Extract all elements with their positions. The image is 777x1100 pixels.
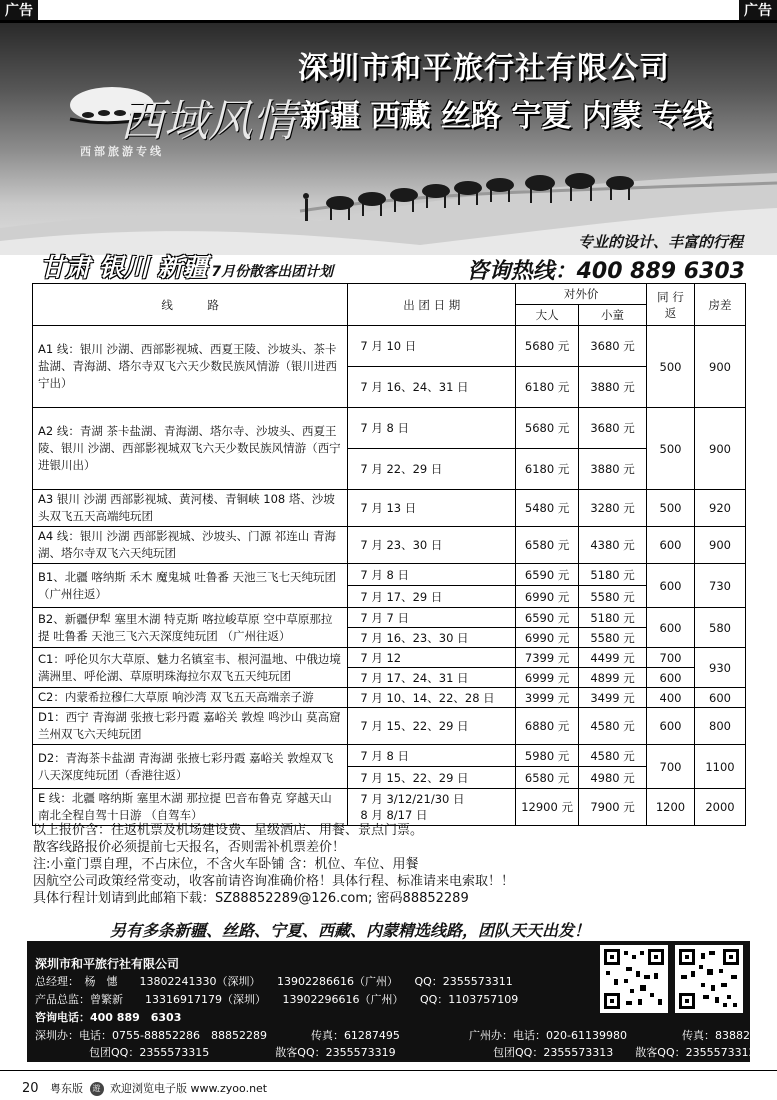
date-cell: 7 月 7 日	[348, 608, 516, 628]
room-diff-cell: 900	[694, 326, 745, 408]
bottom-rule	[0, 1070, 777, 1071]
footer-company: 深圳市和平旅行社有限公司	[35, 957, 180, 971]
plan-title-sub: 7月份散客出团计划	[211, 264, 334, 280]
route-cell: E 线：北疆 喀纳斯 塞里木湖 那拉提 巴音布鲁克 穿越天山南北全程自驾十日游 （自驾车）	[33, 789, 348, 826]
child-price-cell: 4499 元	[579, 648, 647, 668]
ad-tag-right: 广告	[739, 0, 777, 22]
col-header-price: 对外价	[516, 284, 647, 305]
route-headline: 新疆 西藏 丝路 宁夏 内蒙 专线	[300, 99, 713, 134]
note-line: 具体行程计划请到此邮箱下载：SZ88852289@126.com; 密码88852289	[33, 891, 469, 906]
col-header-dates: 出 团 日 期	[348, 284, 516, 326]
child-price-cell: 3680 元	[579, 326, 647, 367]
adult-price-cell: 12900 元	[516, 789, 579, 826]
adult-price-cell: 6180 元	[516, 449, 579, 490]
route-cell: A1 线：银川 沙湖、西部影视城、西夏王陵、沙坡头、茶卡盐湖、青海湖、塔尔寺双飞六天少数民族风情游（银川进西宁出）	[33, 326, 348, 408]
footer-shenzhen-qq: 包团QQ：2355573315 散客QQ：2355573319	[89, 1046, 396, 1059]
hotline: 咨询热线：400 889 6303	[466, 259, 745, 284]
date-cell: 7 月 10 日	[348, 326, 516, 367]
adult-price-cell: 6180 元	[516, 367, 579, 408]
tagline: 专业的设计、丰富的行程	[577, 233, 743, 251]
agent-rebate-cell: 700	[647, 745, 695, 789]
adult-price-cell: 6580 元	[516, 527, 579, 564]
edition-label: 粤东版	[50, 1082, 84, 1095]
agent-rebate-cell: 700	[647, 648, 695, 668]
room-diff-cell: 930	[694, 648, 745, 688]
table-row	[33, 789, 746, 826]
footer-product-director: 产品总监：曾繁新 13316917179（深圳） 13902296616（广州） QQ：1103757109	[35, 993, 519, 1006]
child-price-cell: 3880 元	[579, 367, 647, 408]
room-diff-cell: 600	[694, 688, 745, 708]
route-cell: A4 线：银川 沙湖 西部影视城、沙坡头、门源 祁连山 青海湖、塔尔寺双飞六天纯玩团	[33, 527, 348, 564]
date-cell: 7 月 23、30 日	[348, 527, 516, 564]
note-line: 以上报价含：往返机票及机场建设费、星级酒店、用餐、景点门票。	[33, 823, 424, 838]
col-header-room: 房差	[694, 284, 745, 326]
col-header-child: 小童	[579, 305, 647, 326]
company-name: 深圳市和平旅行社有限公司	[298, 51, 670, 86]
welcome-text: 欢迎浏览电子版	[110, 1082, 188, 1095]
date-cell: 7 月 8 日	[348, 745, 516, 767]
route-cell: D2：青海茶卡盐湖 青海湖 张掖七彩丹霞 嘉峪关 敦煌双飞八天深度纯玩团（香港往返）	[33, 745, 348, 789]
child-price-cell: 7900 元	[579, 789, 647, 826]
date-cell: 7 月 16、24、31 日	[348, 367, 516, 408]
adult-price-cell: 6580 元	[516, 767, 579, 789]
magazine-logo-icon: 遊	[90, 1082, 104, 1096]
logo-subtitle: 西部旅游专线	[80, 145, 164, 158]
more-routes-banner: 另有多条新疆、丝路、宁夏、西藏、内蒙精选线路，团队天天出发！	[110, 921, 591, 940]
plan-title	[40, 248, 333, 284]
table-row	[33, 527, 746, 564]
route-cell: C1：呼伦贝尔大草原、魅力名镇室韦、根河温地、中俄边境满洲里、呼伦湖、草原明珠海拉尔双飞五天纯玩团	[33, 648, 348, 688]
agent-rebate-cell: 500	[647, 326, 695, 408]
ad-tag-left: 广告	[0, 0, 38, 22]
room-diff-cell: 920	[694, 490, 745, 527]
date-cell: 7 月 12	[348, 648, 516, 668]
adult-price-cell: 6590 元	[516, 608, 579, 628]
adult-price-cell: 6880 元	[516, 708, 579, 745]
table-row	[33, 408, 746, 449]
col-header-adult: 大人	[516, 305, 579, 326]
date-cell: 7 月 15、22、29 日	[348, 767, 516, 789]
footer-shenzhen-office: 深圳办：电话：0755-88852286 88852289 传真：61287495	[35, 1029, 400, 1042]
agent-rebate-cell: 400	[647, 688, 695, 708]
child-price-cell: 5180 元	[579, 564, 647, 586]
adult-price-cell: 6590 元	[516, 564, 579, 586]
footer-guangzhou-qq: 包团QQ：2355573313 散客QQ：2355573312	[493, 1046, 756, 1059]
website-qr-code[interactable]	[675, 945, 743, 1013]
room-diff-cell: 580	[694, 608, 745, 648]
note-line: 注:小童门票自理，不占床位，不含火车卧铺 含：机位、车位、用餐	[33, 857, 419, 872]
col-header-route: 线 路	[33, 284, 348, 326]
room-diff-cell: 730	[694, 564, 745, 608]
table-row	[33, 490, 746, 527]
note-line: 散客线路报价必须提前七天报名，否则需补机票差价！	[33, 840, 346, 855]
page-footer	[22, 1080, 267, 1096]
col-header-agent: 同 行 返	[647, 284, 695, 326]
adult-price-cell: 5680 元	[516, 408, 579, 449]
table-row	[33, 745, 746, 767]
agent-rebate-cell: 600	[647, 564, 695, 608]
child-price-cell: 5180 元	[579, 608, 647, 628]
date-cell: 7 月 8 日	[348, 408, 516, 449]
notes	[33, 822, 514, 907]
schedule-body	[33, 326, 746, 826]
child-price-cell: 4580 元	[579, 745, 647, 767]
footer-gm: 总经理： 杨 憓 13802241330（深圳） 13902286616（广州） QQ：2355573311	[35, 975, 513, 988]
date-cell: 7 月 3/12/21/30 日 8 月 8/17 日	[348, 789, 516, 826]
route-cell: A3 银川 沙湖 西部影视城、黄河楼、青铜峡 108 塔、沙坡头双飞五天高端纯玩团	[33, 490, 348, 527]
route-cell: B2、新疆伊犁 塞里木湖 特克斯 喀拉峻草原 空中草原那拉提 吐鲁番 天池三飞六天深度纯玩团 （广州往返）	[33, 608, 348, 648]
child-price-cell: 4980 元	[579, 767, 647, 789]
room-diff-cell: 900	[694, 408, 745, 490]
agent-rebate-cell: 600	[647, 608, 695, 648]
page-number: 20	[22, 1081, 39, 1096]
date-cell: 7 月 17、29 日	[348, 586, 516, 608]
footer-hotline: 咨询电话：400 889 6303	[35, 1011, 182, 1024]
date-cell: 7 月 22、29 日	[348, 449, 516, 490]
adult-price-cell: 5480 元	[516, 490, 579, 527]
child-price-cell: 4899 元	[579, 668, 647, 688]
adult-price-cell: 6999 元	[516, 668, 579, 688]
agent-rebate-cell: 1200	[647, 789, 695, 826]
child-price-cell: 3280 元	[579, 490, 647, 527]
child-price-cell: 4380 元	[579, 527, 647, 564]
date-cell: 7 月 10、14、22、28 日	[348, 688, 516, 708]
date-cell: 7 月 15、22、29 日	[348, 708, 516, 745]
adult-price-cell: 5680 元	[516, 326, 579, 367]
child-price-cell: 5580 元	[579, 628, 647, 648]
table-row	[33, 326, 746, 367]
agent-rebate-cell: 500	[647, 408, 695, 490]
room-diff-cell: 2000	[694, 789, 745, 826]
route-cell: B1、北疆 喀纳斯 禾木 魔鬼城 吐鲁番 天池三飞七天纯玩团 （广州往返）	[33, 564, 348, 608]
route-cell: D1：西宁 青海湖 张掖七彩丹霞 嘉峪关 敦煌 鸣沙山 莫高窟 兰州双飞六天纯玩团	[33, 708, 348, 745]
adult-price-cell: 6990 元	[516, 586, 579, 608]
child-price-cell: 3680 元	[579, 408, 647, 449]
route-cell: C2：内蒙希拉穆仁大草原 响沙湾 双飞五天高端亲子游	[33, 688, 348, 708]
route-cell: A2 线：青湖 茶卡盐湖、青海湖、塔尔寺、沙坡头、西夏王陵、银川 沙湖、西部影视城双飞六天少数民族风情游（西宁进银川出）	[33, 408, 348, 490]
adult-price-cell: 3999 元	[516, 688, 579, 708]
room-diff-cell: 1100	[694, 745, 745, 789]
child-price-cell: 3880 元	[579, 449, 647, 490]
adult-price-cell: 5980 元	[516, 745, 579, 767]
hero-banner	[0, 23, 777, 255]
date-cell: 7 月 13 日	[348, 490, 516, 527]
date-cell: 7 月 8 日	[348, 564, 516, 586]
agent-rebate-cell: 500	[647, 490, 695, 527]
table-row	[33, 648, 746, 668]
website-link[interactable]: www.zyoo.net	[190, 1082, 268, 1095]
adult-price-cell: 7399 元	[516, 648, 579, 668]
contact-footer	[27, 941, 771, 1062]
agent-rebate-cell: 600	[647, 668, 695, 688]
adult-price-cell: 6990 元	[516, 628, 579, 648]
note-line: 因航空公司政策经常变动，收客前请咨询准确价格！具体行程、标准请来电索取！！	[33, 874, 515, 889]
room-diff-cell: 900	[694, 527, 745, 564]
child-price-cell: 4580 元	[579, 708, 647, 745]
table-row	[33, 688, 746, 708]
child-price-cell: 3499 元	[579, 688, 647, 708]
child-price-cell: 5580 元	[579, 586, 647, 608]
schedule-table	[32, 283, 746, 826]
agent-rebate-cell: 600	[647, 708, 695, 745]
logo-title: 西域风情	[120, 96, 296, 147]
agent-rebate-cell: 600	[647, 527, 695, 564]
wechat-qr-code[interactable]	[600, 945, 668, 1013]
table-row	[33, 708, 746, 745]
plan-title-main: 甘肃 银川 新疆	[40, 253, 208, 282]
table-row	[33, 608, 746, 628]
footer-guangzhou-office: 广州办：电话：020-61139980 传真：83882052	[469, 1029, 771, 1042]
date-cell: 7 月 17、24、31 日	[348, 668, 516, 688]
room-diff-cell: 800	[694, 708, 745, 745]
table-row	[33, 564, 746, 586]
date-cell: 7 月 16、23、30 日	[348, 628, 516, 648]
